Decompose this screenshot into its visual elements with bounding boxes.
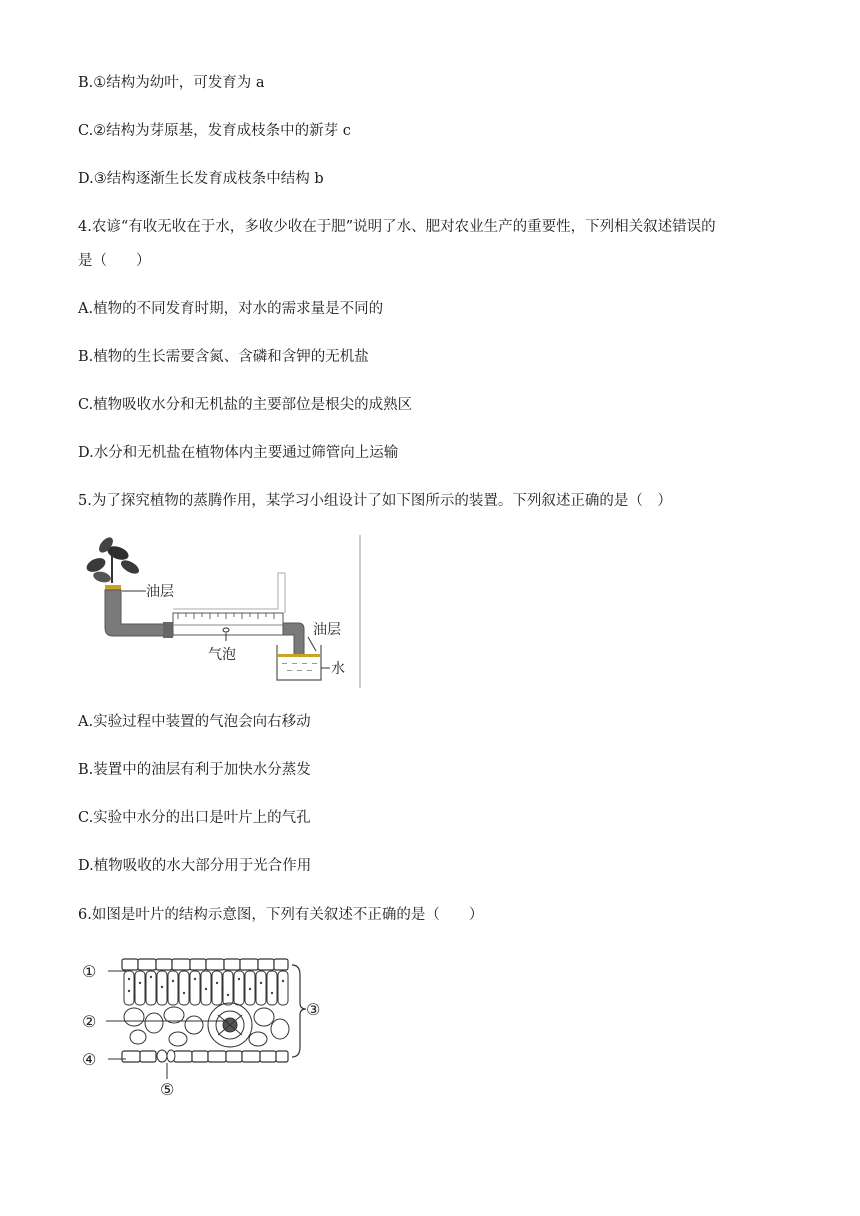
q4-stem-line1: 4.农谚“有收无收在于水，多收少收在于肥”说明了水、肥对农业生产的重要性，下列相关叙述错误的 [78, 219, 716, 235]
label-oil-right: 油层 [313, 622, 341, 638]
label-4: ④ [82, 1050, 97, 1069]
q4-option-d: D.水分和无机盐在植物体内主要通过筛管向上运输 [78, 445, 399, 461]
q5-option-d: D.植物吸收的水大部分用于光合作用 [78, 858, 312, 874]
q4-option-a: A.植物的不同发育时期，对水的需求量是不同的 [78, 301, 384, 317]
q6-stem: 6.如图是叶片的结构示意图，下列有关叙述不正确的是（ ） [78, 907, 484, 923]
leaf-structure-figure [78, 953, 338, 1103]
stoma [157, 1050, 175, 1062]
q4-option-b: B.植物的生长需要含氮、含磷和含钾的无机盐 [78, 349, 369, 365]
transpiration-apparatus-figure [78, 533, 368, 693]
upper-epidermis [122, 959, 288, 970]
label-5: ⑤ [160, 1080, 175, 1099]
q5-stem: 5.为了探究植物的蒸腾作用，某学习小组设计了如下图所示的装置。下列叙述正确的是（ ） [78, 493, 672, 509]
q5-option-a: A.实验过程中装置的气泡会向右移动 [78, 714, 311, 730]
plant-icon [84, 535, 141, 584]
label-1: ① [82, 962, 97, 981]
q5-option-c: C.实验中水分的出口是叶片上的气孔 [78, 810, 311, 826]
label-bubble: 气泡 [208, 647, 236, 663]
q4-stem-line2: 是（ ） [78, 253, 151, 269]
q5-option-b: B.装置中的油层有利于加快水分蒸发 [78, 762, 311, 778]
q4-option-c: C.植物吸收水分和无机盐的主要部位是根尖的成熟区 [78, 397, 413, 413]
q3-option-d: D.③结构逐渐生长发育成枝条中结构 b [78, 171, 324, 187]
label-oil-left: 油层 [146, 584, 174, 600]
leaf-vein [208, 1003, 252, 1047]
label-water: 水 [331, 661, 345, 677]
lower-epidermis [122, 1051, 288, 1062]
label-2: ② [82, 1012, 97, 1031]
q3-option-c: C.②结构为芽原基，发育成枝条中的新芽 c [78, 123, 351, 139]
q3-option-b: B.①结构为幼叶，可发育为 a [78, 75, 265, 91]
spongy-tissue [124, 1007, 289, 1046]
label-3: ③ [306, 1000, 321, 1019]
